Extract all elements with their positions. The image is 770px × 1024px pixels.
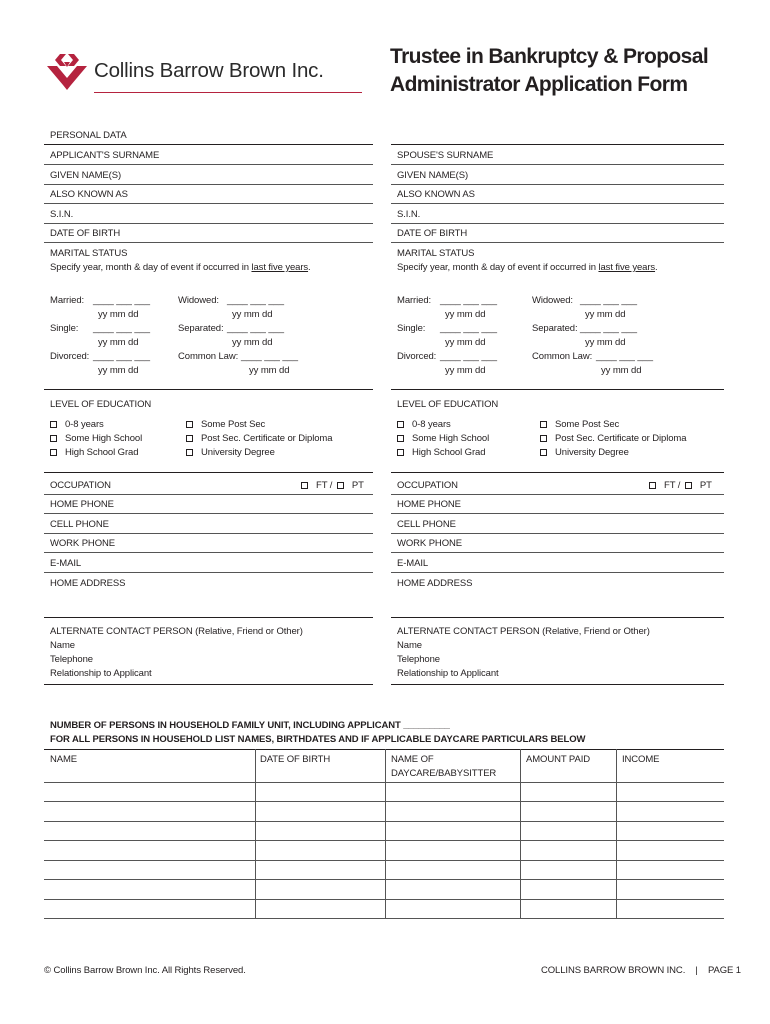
applicant-surname-label: APPLICANT'S SURNAME [50,150,160,161]
widowed-label: Widowed: [178,295,219,306]
company-name: Collins Barrow Brown Inc. [94,59,324,82]
spouse-email-label: E-MAIL [397,558,429,569]
spouse-aka-field[interactable] [391,203,724,204]
col-amount-paid: AMOUNT PAID [526,754,590,765]
checkbox-icon[interactable] [540,421,547,428]
spouse-sin-field[interactable] [391,223,724,224]
married-blank[interactable]: ____ ___ ___ [93,295,150,306]
checkbox-icon[interactable] [50,449,57,456]
marital-note: Specify year, month & day of event if occurred in last five years. [50,262,311,273]
work-phone-label: WORK PHONE [50,538,115,549]
divorced-ymd: yy mm dd [98,365,139,376]
col-income: INCOME [622,754,660,765]
single-label: Single: [50,323,79,334]
spouse-widowed-ymd: yy mm dd [585,309,626,320]
checkbox-icon[interactable] [540,449,547,456]
spouse-edu-post-sec-cert[interactable]: Post Sec. Certificate or Diploma [540,433,686,445]
spouse-common-law-blank[interactable]: ____ ___ ___ [596,351,653,362]
spouse-single-blank[interactable]: ____ ___ ___ [440,323,497,334]
checkbox-icon[interactable] [685,482,692,489]
given-names-label: GIVEN NAME(S) [50,170,122,181]
cell-phone-field[interactable] [44,533,373,534]
form-title-line2: Administrator Application Form [390,73,688,96]
edu-0-8[interactable]: 0-8 years [50,419,104,431]
occupation-field[interactable] [44,494,373,495]
form-title-line1: Trustee in Bankruptcy & Proposal [390,45,709,68]
spouse-work-phone-label: WORK PHONE [397,538,462,549]
spouse-edu-some-post-sec[interactable]: Some Post Sec [540,419,619,431]
spouse-separated-ymd: yy mm dd [585,337,626,348]
applicant-surname-field[interactable] [44,164,373,165]
work-phone-field[interactable] [44,552,373,553]
spouse-edu-0-8[interactable]: 0-8 years [397,419,451,431]
alt-contact-relationship: Relationship to Applicant [50,668,152,679]
checkbox-icon[interactable] [397,435,404,442]
marital-status-label: MARITAL STATUS [50,248,128,259]
footer-company: COLLINS BARROW BROWN INC. | PAGE 1 [541,965,741,976]
education-label: LEVEL OF EDUCATION [50,399,152,410]
home-phone-field[interactable] [44,513,373,514]
spouse-education-label: LEVEL OF EDUCATION [397,399,499,410]
col-name: NAME [50,754,78,765]
spouse-common-law-ymd: yy mm dd [601,365,642,376]
spouse-home-phone-label: HOME PHONE [397,499,461,510]
spouse-single-ymd: yy mm dd [445,337,486,348]
separated-blank[interactable]: ____ ___ ___ [227,323,284,334]
spouse-marital-note: Specify year, month & day of event if occurred in last five years. [397,262,658,273]
spouse-given-names-field[interactable] [391,184,724,185]
checkbox-icon[interactable] [186,421,193,428]
married-ymd: yy mm dd [98,309,139,320]
edu-post-sec-cert[interactable]: Post Sec. Certificate or Diploma [186,433,332,445]
separated-label: Separated: [178,323,224,334]
home-address-label: HOME ADDRESS [50,578,126,589]
checkbox-icon[interactable] [397,449,404,456]
checkbox-icon[interactable] [50,421,57,428]
cell-phone-label: CELL PHONE [50,519,109,530]
common-law-label: Common Law: [178,351,239,362]
email-field[interactable] [44,572,373,573]
header-rule [94,92,362,93]
spouse-aka-label: ALSO KNOWN AS [397,189,475,200]
spouse-email-field[interactable] [391,572,724,573]
spouse-marital-status-label: MARITAL STATUS [397,248,475,259]
household-count: NUMBER OF PERSONS IN HOUSEHOLD FAMILY UNIT, INCLUDING APPLICANT _________ [50,720,450,731]
table-row[interactable] [44,899,724,900]
col-daycare-line2: DAYCARE/BABYSITTER [391,768,497,779]
spouse-alt-contact-name: Name [397,640,422,651]
aka-field[interactable] [44,203,373,204]
alt-contact-telephone: Telephone [50,654,93,665]
divorced-label: Divorced: [50,351,90,362]
spouse-edu-high-school-grad[interactable]: High School Grad [397,447,485,459]
spouse-alt-contact-telephone: Telephone [397,654,440,665]
spouse-ft-pt-selector[interactable]: FT / PT [649,480,712,492]
spouse-surname-field[interactable] [391,164,724,165]
email-label: E-MAIL [50,558,82,569]
spouse-alt-contact-title: ALTERNATE CONTACT PERSON (Relative, Friend or Other) [397,626,650,637]
given-names-field[interactable] [44,184,373,185]
page-number: PAGE 1 [707,965,741,976]
single-ymd: yy mm dd [98,337,139,348]
alt-contact-title: ALTERNATE CONTACT PERSON (Relative, Friend or Other) [50,626,303,637]
aka-label: ALSO KNOWN AS [50,189,128,200]
spouse-widowed-label: Widowed: [532,295,573,306]
spouse-divorced-ymd: yy mm dd [445,365,486,376]
widowed-ymd: yy mm dd [232,309,273,320]
spouse-married-label: Married: [397,295,432,306]
spouse-divorced-blank[interactable]: ____ ___ ___ [440,351,497,362]
spouse-cell-phone-label: CELL PHONE [397,519,456,530]
divorced-blank[interactable]: ____ ___ ___ [93,351,150,362]
spouse-married-ymd: yy mm dd [445,309,486,320]
table-row[interactable] [44,821,724,822]
common-law-blank[interactable]: ____ ___ ___ [241,351,298,362]
household-instructions: FOR ALL PERSONS IN HOUSEHOLD LIST NAMES, BIRTHDATES AND IF APPLICABLE DAYCARE PARTICULARS BELOW [50,734,586,745]
edu-high-school-grad[interactable]: High School Grad [50,447,138,459]
checkbox-icon[interactable] [186,449,193,456]
separated-ymd: yy mm dd [232,337,273,348]
spouse-occupation-label: OCCUPATION [397,480,458,491]
col-dob: DATE OF BIRTH [260,754,331,765]
spouse-surname-label: SPOUSE'S SURNAME [397,150,494,161]
spouse-divorced-label: Divorced: [397,351,437,362]
single-blank[interactable]: ____ ___ ___ [93,323,150,334]
sin-label: S.I.N. [50,209,74,220]
dob-label: DATE OF BIRTH [50,228,121,239]
checkbox-icon[interactable] [649,482,656,489]
spouse-alt-contact-relationship: Relationship to Applicant [397,668,499,679]
footer-copyright: © Collins Barrow Brown Inc. All Rights Reserved. [44,965,246,976]
spouse-given-names-label: GIVEN NAME(S) [397,170,469,181]
table-row[interactable] [44,860,724,861]
spouse-dob-label: DATE OF BIRTH [397,228,468,239]
married-label: Married: [50,295,85,306]
spouse-cell-phone-field[interactable] [391,533,724,534]
table-row[interactable] [44,879,724,880]
sin-field[interactable] [44,223,373,224]
checkbox-icon[interactable] [540,435,547,442]
checkbox-icon[interactable] [301,482,308,489]
spouse-home-address-label: HOME ADDRESS [397,578,473,589]
spouse-widowed-blank[interactable]: ____ ___ ___ [580,295,637,306]
edu-some-post-sec[interactable]: Some Post Sec [186,419,265,431]
checkbox-icon[interactable] [50,435,57,442]
spouse-sin-label: S.I.N. [397,209,421,220]
edu-university-degree[interactable]: University Degree [186,447,275,459]
company-logo [44,48,90,94]
checkbox-icon[interactable] [337,482,344,489]
table-row[interactable] [44,840,724,841]
spouse-edu-university-degree[interactable]: University Degree [540,447,629,459]
spouse-separated-blank[interactable]: ____ ___ ___ [580,323,637,334]
spouse-dob-field[interactable] [391,242,724,243]
alt-contact-name: Name [50,640,75,651]
table-row[interactable] [44,782,724,783]
home-phone-label: HOME PHONE [50,499,114,510]
spouse-edu-some-high-school[interactable]: Some High School [397,433,489,445]
occupation-label: OCCUPATION [50,480,111,491]
edu-some-high-school[interactable]: Some High School [50,433,142,445]
common-law-ymd: yy mm dd [249,365,290,376]
table-row[interactable] [44,801,724,802]
spouse-home-phone-field[interactable] [391,513,724,514]
widowed-blank[interactable]: ____ ___ ___ [227,295,284,306]
spouse-separated-label: Separated: [532,323,578,334]
col-daycare-line1: NAME OF [391,754,434,765]
spouse-occupation-field[interactable] [391,494,724,495]
table-row[interactable] [44,918,724,919]
spouse-married-blank[interactable]: ____ ___ ___ [440,295,497,306]
ft-pt-selector[interactable]: FT / PT [301,480,364,492]
spouse-common-law-label: Common Law: [532,351,593,362]
spouse-work-phone-field[interactable] [391,552,724,553]
checkbox-icon[interactable] [186,435,193,442]
section-personal-data: PERSONAL DATA [50,130,127,141]
checkbox-icon[interactable] [397,421,404,428]
spouse-single-label: Single: [397,323,426,334]
dob-field[interactable] [44,242,373,243]
